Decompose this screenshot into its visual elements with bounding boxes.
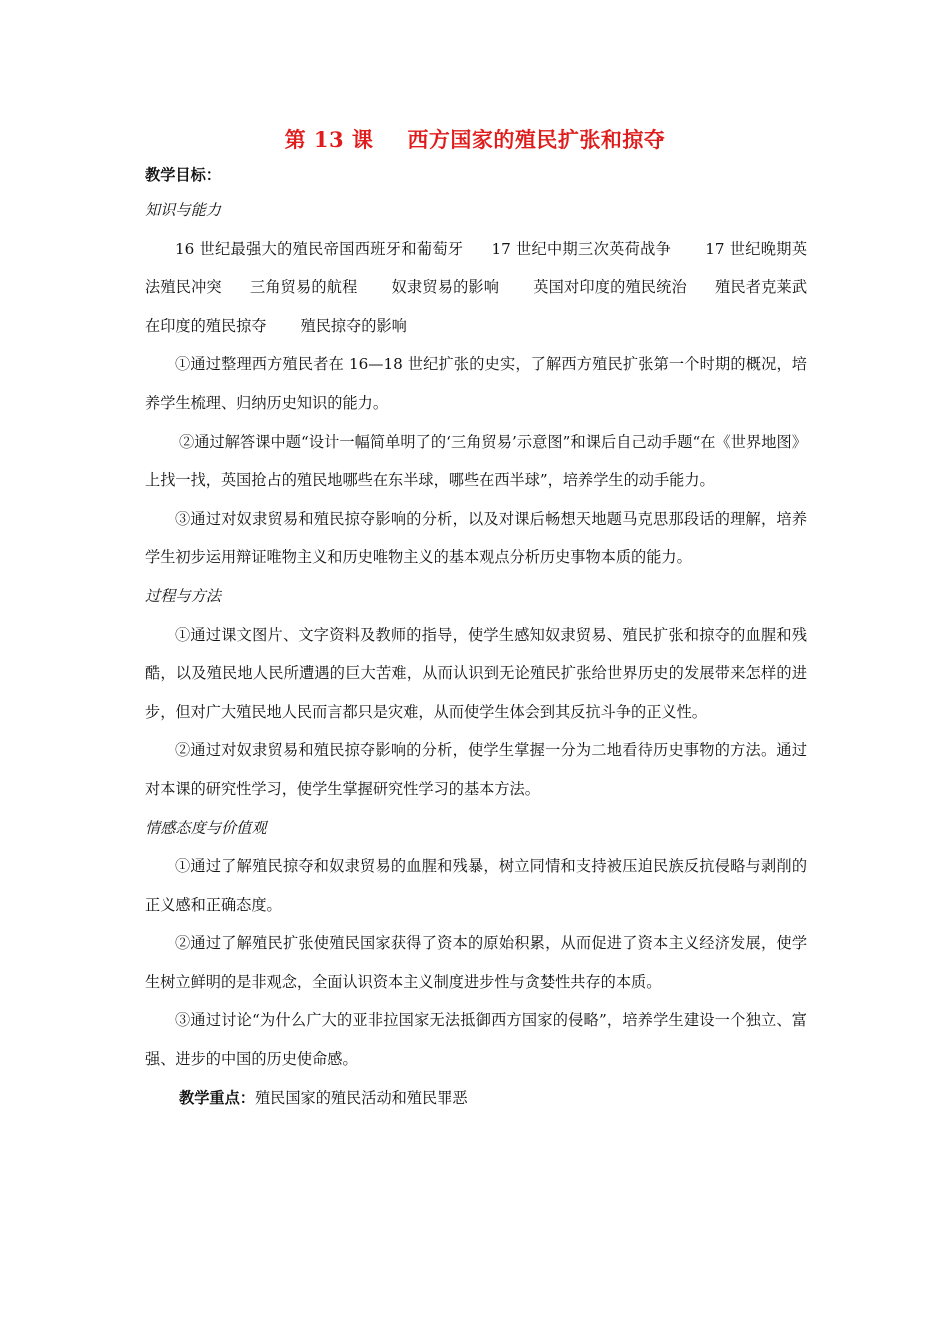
topic: 殖民者克莱武在印度的殖民掠夺 (145, 278, 808, 335)
lesson-name: 西方国家的殖民扩张和掠夺 (407, 127, 666, 152)
attitude-values-heading: 情感态度与价值观 (145, 818, 267, 837)
page-title (0, 124, 950, 154)
values-item: ①通过了解殖民掠夺和奴隶贸易的血腥和残暴，树立同情和支持被压迫民族反抗侵略与剥削的正义感和正确态度。 (145, 857, 807, 914)
process-method-heading: 过程与方法 (145, 586, 221, 605)
process-item: ②通过对奴隶贸易和殖民掠夺影响的分析，使学生掌握一分为二地看待历史事物的方法。通过对本课的研究性学习，使学生掌握研究性学习的基本方法。 (145, 741, 807, 798)
document-body (145, 160, 807, 1117)
lesson-number: 第 13 课 (284, 127, 374, 152)
knowledge-ability-heading: 知识与能力 (145, 201, 221, 219)
key-point-text: 殖民国家的殖民活动和殖民罪恶 (254, 1088, 468, 1107)
teaching-goals-heading: 教学目标： (145, 166, 221, 184)
key-point-label: 教学重点： (179, 1088, 255, 1107)
knowledge-item: ②通过解答课中题“设计一幅简单明了的‘三角贸易’示意图”和课后自己动手题“在《世界地图》上找一找，英国抢占的殖民地哪些在东半球，哪些在西半球”，培养学生的动手能力。 (145, 432, 807, 490)
topic: 17 世纪晚期英法殖民冲突 (145, 239, 808, 297)
key-point (145, 1079, 807, 1118)
topic: 三角贸易的航程 (249, 278, 358, 297)
topic: 17 世纪中期三次英荷战争 (491, 239, 672, 258)
values-item: ③通过讨论“为什么广大的亚非拉国家无法抵御西方国家的侵略”，培养学生建设一个独立、富强、进步的中国的历史使命感。 (145, 1011, 807, 1069)
topic: 16 世纪最强大的殖民帝国西班牙和葡萄牙 (175, 239, 464, 258)
knowledge-item: ③通过对奴隶贸易和殖民掠夺影响的分析，以及对课后畅想天地题马克思那段话的理解，培养学生初步运用辩证唯物主义和历史唯物主义的基本观点分析历史事物本质的能力。 (145, 509, 807, 567)
knowledge-item: ①通过整理西方殖民者在 16—18 世纪扩张的史实，了解西方殖民扩张第一个时期的概况，培养学生梳理、归纳历史知识的能力。 (145, 355, 807, 412)
topic: 英国对印度的殖民统治 (533, 278, 687, 297)
process-item: ①通过课文图片、文字资料及教师的指导，使学生感知奴隶贸易、殖民扩张和掠夺的血腥和残酷，以及殖民地人民所遭遇的巨大苦难，从而认识到无论殖民扩张给世界历史的发展带来怎样的进步，但对广大殖民地人民而言都只是灾难，从而使学生体会到其反抗斗争的正义性。 (145, 625, 807, 721)
topic: 殖民掠夺的影响 (300, 316, 407, 335)
knowledge-topics (145, 230, 807, 346)
values-item: ②通过了解殖民扩张使殖民国家获得了资本的原始积累，从而促进了资本主义经济发展，使学生树立鲜明的是非观念，全面认识资本主义制度进步性与贪婪性共存的本质。 (145, 934, 807, 991)
topic: 奴隶贸易的影响 (391, 278, 500, 297)
